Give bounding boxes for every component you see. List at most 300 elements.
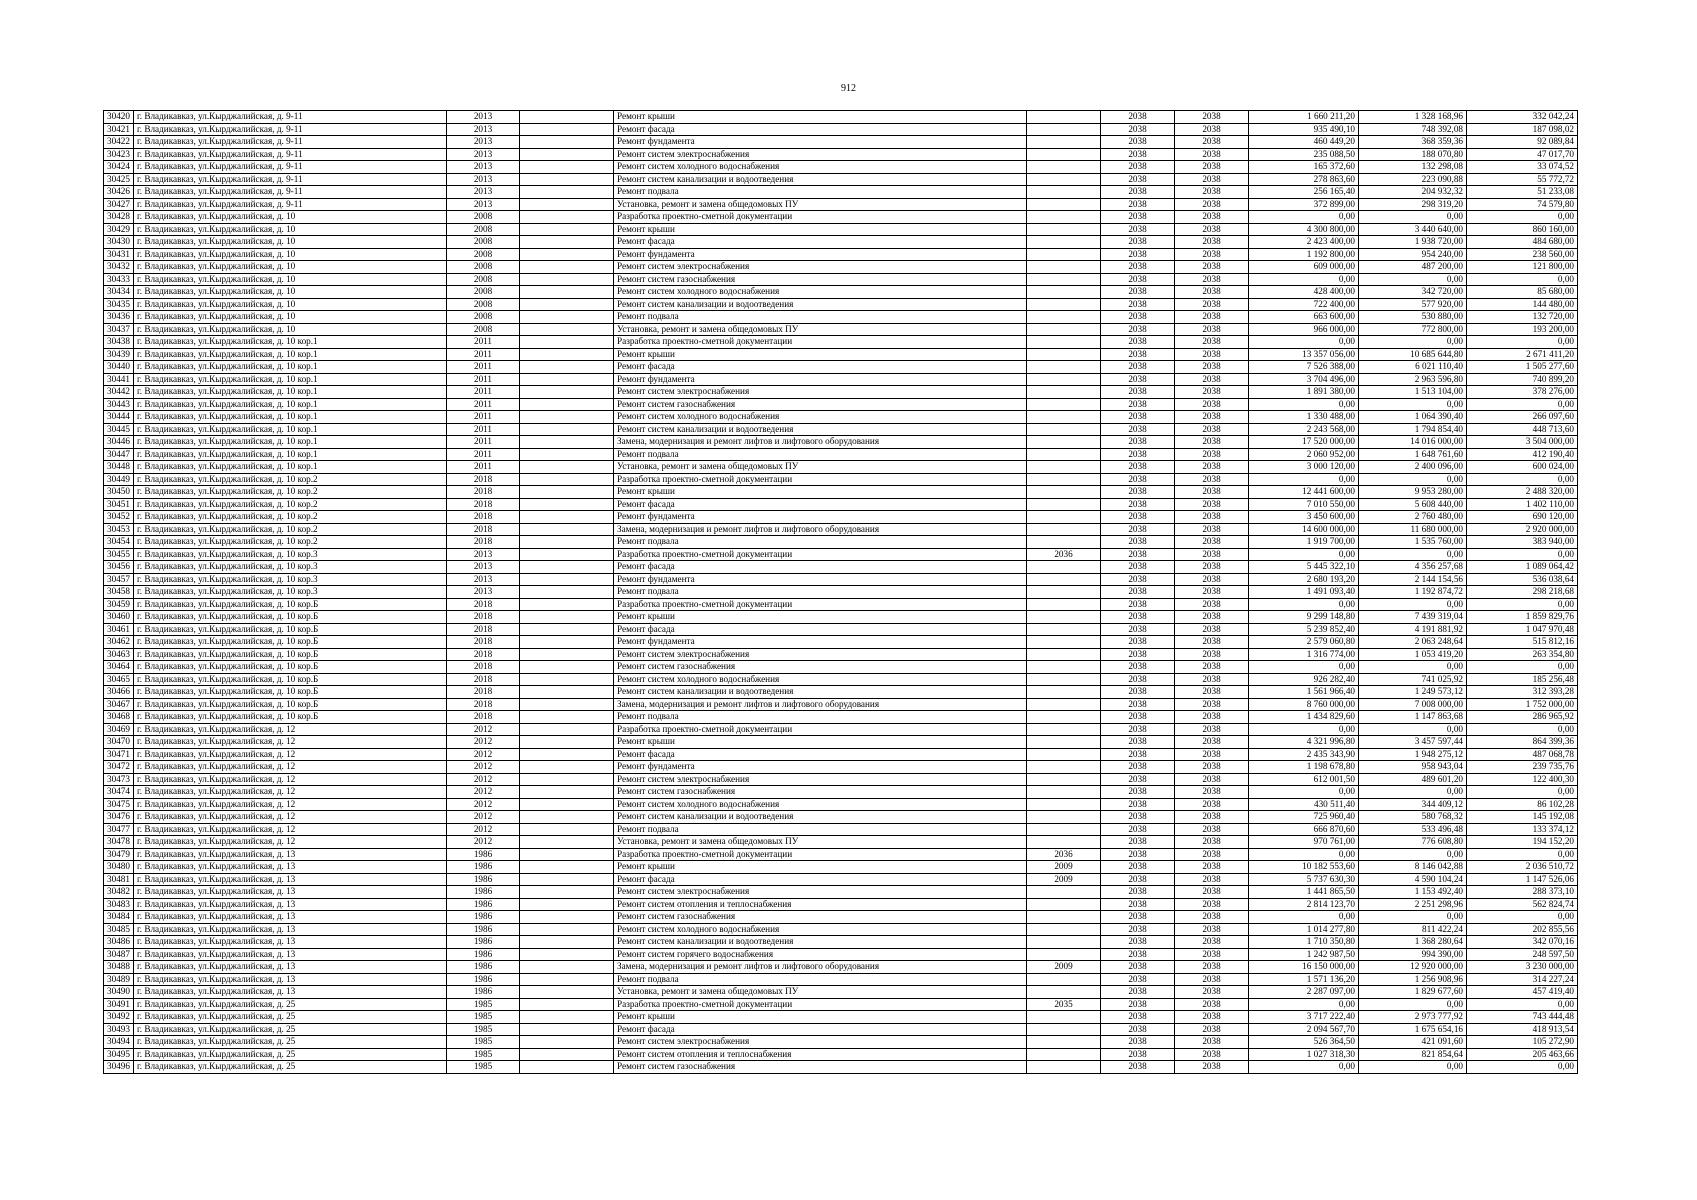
built-year-cell: 2018 xyxy=(447,636,520,649)
owner-cost-cell: 1 402 110,00 xyxy=(1467,498,1578,511)
row-id-cell: 30445 xyxy=(104,423,134,436)
fund-cost-cell: 3 457 597,44 xyxy=(1359,736,1467,749)
plan-start-year-cell: 2038 xyxy=(1101,136,1175,149)
table-row xyxy=(104,473,1578,486)
work-type-cell: Разработка проектно-сметной документации xyxy=(614,336,1027,349)
plan-start-year-cell: 2038 xyxy=(1101,423,1175,436)
table-row xyxy=(104,836,1578,849)
owner-cost-cell: 2 671 411,20 xyxy=(1467,348,1578,361)
total-cost-cell: 0,00 xyxy=(1249,661,1359,674)
row-id-cell: 30483 xyxy=(104,898,134,911)
plan-start-year-cell: 2038 xyxy=(1101,586,1175,599)
plan-end-year-cell: 2038 xyxy=(1175,361,1249,374)
blank-cell xyxy=(520,848,614,861)
address-cell: г. Владикавказ, ул.Кырджалийская, д. 10 кор.1 xyxy=(134,461,447,474)
row-id-cell: 30465 xyxy=(104,673,134,686)
plan-end-year-cell: 2038 xyxy=(1175,236,1249,249)
fund-cost-cell: 6 021 110,40 xyxy=(1359,361,1467,374)
owner-cost-cell: 412 190,40 xyxy=(1467,448,1578,461)
blank-cell xyxy=(520,761,614,774)
built-year-cell: 2018 xyxy=(447,498,520,511)
row-id-cell: 30477 xyxy=(104,823,134,836)
address-cell: г. Владикавказ, ул.Кырджалийская, д. 10 кор.Б xyxy=(134,611,447,624)
blank-cell xyxy=(520,161,614,174)
last-repair-year-cell xyxy=(1027,398,1101,411)
plan-start-year-cell: 2038 xyxy=(1101,786,1175,799)
plan-start-year-cell: 2038 xyxy=(1101,961,1175,974)
work-type-cell: Ремонт систем горячего водоснабжения xyxy=(614,948,1027,961)
address-cell: г. Владикавказ, ул.Кырджалийская, д. 13 xyxy=(134,848,447,861)
owner-cost-cell: 332 042,24 xyxy=(1467,111,1578,124)
row-id-cell: 30421 xyxy=(104,123,134,136)
total-cost-cell: 1 660 211,20 xyxy=(1249,111,1359,124)
owner-cost-cell: 690 120,00 xyxy=(1467,511,1578,524)
owner-cost-cell: 86 102,28 xyxy=(1467,798,1578,811)
plan-start-year-cell: 2038 xyxy=(1101,173,1175,186)
row-id-cell: 30439 xyxy=(104,348,134,361)
owner-cost-cell: 1 859 829,76 xyxy=(1467,611,1578,624)
fund-cost-cell: 298 319,20 xyxy=(1359,198,1467,211)
plan-start-year-cell: 2038 xyxy=(1101,973,1175,986)
owner-cost-cell: 0,00 xyxy=(1467,911,1578,924)
plan-start-year-cell: 2038 xyxy=(1101,448,1175,461)
address-cell: г. Владикавказ, ул.Кырджалийская, д. 10 кор.Б xyxy=(134,636,447,649)
total-cost-cell: 2 680 193,20 xyxy=(1249,573,1359,586)
last-repair-year-cell xyxy=(1027,186,1101,199)
fund-cost-cell: 1 053 419,20 xyxy=(1359,648,1467,661)
last-repair-year-cell xyxy=(1027,986,1101,999)
work-type-cell: Ремонт систем канализации и водоотведения xyxy=(614,173,1027,186)
row-id-cell: 30447 xyxy=(104,448,134,461)
address-cell: г. Владикавказ, ул.Кырджалийская, д. 9-11 xyxy=(134,123,447,136)
fund-cost-cell: 1 368 280,64 xyxy=(1359,936,1467,949)
work-type-cell: Ремонт систем отопления и теплоснабжения xyxy=(614,1048,1027,1061)
address-cell: г. Владикавказ, ул.Кырджалийская, д. 13 xyxy=(134,873,447,886)
address-cell: г. Владикавказ, ул.Кырджалийская, д. 12 xyxy=(134,723,447,736)
work-type-cell: Ремонт крыши xyxy=(614,486,1027,499)
plan-end-year-cell: 2038 xyxy=(1175,298,1249,311)
work-type-cell: Ремонт систем электроснабжения xyxy=(614,1036,1027,1049)
address-cell: г. Владикавказ, ул.Кырджалийская, д. 13 xyxy=(134,948,447,961)
row-id-cell: 30480 xyxy=(104,861,134,874)
table-row xyxy=(104,423,1578,436)
work-type-cell: Ремонт систем электроснабжения xyxy=(614,261,1027,274)
built-year-cell: 2008 xyxy=(447,248,520,261)
table-row xyxy=(104,1023,1578,1036)
address-cell: г. Владикавказ, ул.Кырджалийская, д. 10 кор.3 xyxy=(134,586,447,599)
last-repair-year-cell xyxy=(1027,748,1101,761)
owner-cost-cell: 484 680,00 xyxy=(1467,236,1578,249)
last-repair-year-cell xyxy=(1027,1011,1101,1024)
plan-end-year-cell: 2038 xyxy=(1175,323,1249,336)
last-repair-year-cell: 2009 xyxy=(1027,873,1101,886)
last-repair-year-cell xyxy=(1027,736,1101,749)
last-repair-year-cell xyxy=(1027,111,1101,124)
fund-cost-cell: 0,00 xyxy=(1359,211,1467,224)
plan-end-year-cell: 2038 xyxy=(1175,736,1249,749)
address-cell: г. Владикавказ, ул.Кырджалийская, д. 10 xyxy=(134,236,447,249)
plan-start-year-cell: 2038 xyxy=(1101,511,1175,524)
row-id-cell: 30459 xyxy=(104,598,134,611)
table-row xyxy=(104,511,1578,524)
plan-end-year-cell: 2038 xyxy=(1175,461,1249,474)
total-cost-cell: 8 760 000,00 xyxy=(1249,698,1359,711)
built-year-cell: 2018 xyxy=(447,661,520,674)
table-row xyxy=(104,548,1578,561)
plan-end-year-cell: 2038 xyxy=(1175,911,1249,924)
fund-cost-cell: 1 648 761,60 xyxy=(1359,448,1467,461)
plan-end-year-cell: 2038 xyxy=(1175,473,1249,486)
table-row xyxy=(104,248,1578,261)
address-cell: г. Владикавказ, ул.Кырджалийская, д. 12 xyxy=(134,761,447,774)
fund-cost-cell: 0,00 xyxy=(1359,786,1467,799)
address-cell: г. Владикавказ, ул.Кырджалийская, д. 10 кор.2 xyxy=(134,536,447,549)
table-row xyxy=(104,411,1578,424)
built-year-cell: 2008 xyxy=(447,286,520,299)
plan-end-year-cell: 2038 xyxy=(1175,673,1249,686)
row-id-cell: 30433 xyxy=(104,273,134,286)
built-year-cell: 2011 xyxy=(447,386,520,399)
last-repair-year-cell xyxy=(1027,586,1101,599)
row-id-cell: 30436 xyxy=(104,311,134,324)
built-year-cell: 1986 xyxy=(447,948,520,961)
last-repair-year-cell xyxy=(1027,348,1101,361)
address-cell: г. Владикавказ, ул.Кырджалийская, д. 13 xyxy=(134,923,447,936)
table-row xyxy=(104,173,1578,186)
last-repair-year-cell xyxy=(1027,773,1101,786)
last-repair-year-cell xyxy=(1027,561,1101,574)
blank-cell xyxy=(520,673,614,686)
blank-cell xyxy=(520,323,614,336)
fund-cost-cell: 342 720,00 xyxy=(1359,286,1467,299)
table-row xyxy=(104,348,1578,361)
last-repair-year-cell xyxy=(1027,673,1101,686)
blank-cell xyxy=(520,986,614,999)
blank-cell xyxy=(520,698,614,711)
plan-end-year-cell: 2038 xyxy=(1175,1011,1249,1024)
built-year-cell: 2018 xyxy=(447,536,520,549)
blank-cell xyxy=(520,686,614,699)
owner-cost-cell: 342 070,16 xyxy=(1467,936,1578,949)
built-year-cell: 1986 xyxy=(447,886,520,899)
table-row xyxy=(104,886,1578,899)
last-repair-year-cell xyxy=(1027,723,1101,736)
blank-cell xyxy=(520,211,614,224)
last-repair-year-cell xyxy=(1027,286,1101,299)
fund-cost-cell: 4 590 104,24 xyxy=(1359,873,1467,886)
plan-start-year-cell: 2038 xyxy=(1101,686,1175,699)
table-row xyxy=(104,311,1578,324)
address-cell: г. Владикавказ, ул.Кырджалийская, д. 10 кор.1 xyxy=(134,423,447,436)
total-cost-cell: 2 579 060,80 xyxy=(1249,636,1359,649)
plan-start-year-cell: 2038 xyxy=(1101,336,1175,349)
work-type-cell: Ремонт крыши xyxy=(614,611,1027,624)
last-repair-year-cell xyxy=(1027,573,1101,586)
row-id-cell: 30460 xyxy=(104,611,134,624)
total-cost-cell: 663 600,00 xyxy=(1249,311,1359,324)
work-type-cell: Ремонт фасада xyxy=(614,498,1027,511)
blank-cell xyxy=(520,423,614,436)
work-type-cell: Ремонт крыши xyxy=(614,1011,1027,1024)
work-type-cell: Установка, ремонт и замена общедомовых ПУ xyxy=(614,323,1027,336)
row-id-cell: 30422 xyxy=(104,136,134,149)
plan-end-year-cell: 2038 xyxy=(1175,273,1249,286)
row-id-cell: 30491 xyxy=(104,998,134,1011)
blank-cell xyxy=(520,361,614,374)
total-cost-cell: 3 704 496,00 xyxy=(1249,373,1359,386)
built-year-cell: 2013 xyxy=(447,573,520,586)
owner-cost-cell: 418 913,54 xyxy=(1467,1023,1578,1036)
plan-end-year-cell: 2038 xyxy=(1175,873,1249,886)
blank-cell xyxy=(520,123,614,136)
address-cell: г. Владикавказ, ул.Кырджалийская, д. 13 xyxy=(134,861,447,874)
table-row xyxy=(104,223,1578,236)
fund-cost-cell: 5 608 440,00 xyxy=(1359,498,1467,511)
built-year-cell: 2012 xyxy=(447,736,520,749)
total-cost-cell: 926 282,40 xyxy=(1249,673,1359,686)
fund-cost-cell: 0,00 xyxy=(1359,473,1467,486)
address-cell: г. Владикавказ, ул.Кырджалийская, д. 10 кор.3 xyxy=(134,561,447,574)
row-id-cell: 30495 xyxy=(104,1048,134,1061)
fund-cost-cell: 2 963 596,80 xyxy=(1359,373,1467,386)
last-repair-year-cell xyxy=(1027,148,1101,161)
row-id-cell: 30442 xyxy=(104,386,134,399)
owner-cost-cell: 515 812,16 xyxy=(1467,636,1578,649)
work-type-cell: Ремонт фундамента xyxy=(614,761,1027,774)
row-id-cell: 30462 xyxy=(104,636,134,649)
total-cost-cell: 3 450 600,00 xyxy=(1249,511,1359,524)
total-cost-cell: 0,00 xyxy=(1249,848,1359,861)
built-year-cell: 2011 xyxy=(447,461,520,474)
work-type-cell: Разработка проектно-сметной документации xyxy=(614,548,1027,561)
plan-end-year-cell: 2038 xyxy=(1175,773,1249,786)
built-year-cell: 2013 xyxy=(447,586,520,599)
table-row xyxy=(104,711,1578,724)
last-repair-year-cell xyxy=(1027,623,1101,636)
table-row xyxy=(104,823,1578,836)
row-id-cell: 30492 xyxy=(104,1011,134,1024)
last-repair-year-cell xyxy=(1027,611,1101,624)
plan-start-year-cell: 2038 xyxy=(1101,811,1175,824)
plan-start-year-cell: 2038 xyxy=(1101,111,1175,124)
work-type-cell: Ремонт систем отопления и теплоснабжения xyxy=(614,898,1027,911)
blank-cell xyxy=(520,261,614,274)
plan-start-year-cell: 2038 xyxy=(1101,361,1175,374)
row-id-cell: 30420 xyxy=(104,111,134,124)
last-repair-year-cell xyxy=(1027,923,1101,936)
total-cost-cell: 1 316 774,00 xyxy=(1249,648,1359,661)
owner-cost-cell: 312 393,28 xyxy=(1467,686,1578,699)
plan-end-year-cell: 2038 xyxy=(1175,886,1249,899)
total-cost-cell: 1 014 277,80 xyxy=(1249,923,1359,936)
last-repair-year-cell xyxy=(1027,698,1101,711)
row-id-cell: 30490 xyxy=(104,986,134,999)
plan-end-year-cell: 2038 xyxy=(1175,936,1249,949)
built-year-cell: 2018 xyxy=(447,511,520,524)
plan-start-year-cell: 2038 xyxy=(1101,161,1175,174)
owner-cost-cell: 457 419,40 xyxy=(1467,986,1578,999)
blank-cell xyxy=(520,811,614,824)
fund-cost-cell: 1 794 854,40 xyxy=(1359,423,1467,436)
built-year-cell: 1986 xyxy=(447,923,520,936)
blank-cell xyxy=(520,461,614,474)
total-cost-cell: 1 891 380,00 xyxy=(1249,386,1359,399)
address-cell: г. Владикавказ, ул.Кырджалийская, д. 10 xyxy=(134,273,447,286)
blank-cell xyxy=(520,861,614,874)
fund-cost-cell: 994 390,00 xyxy=(1359,948,1467,961)
last-repair-year-cell xyxy=(1027,361,1101,374)
built-year-cell: 2008 xyxy=(447,223,520,236)
row-id-cell: 30458 xyxy=(104,586,134,599)
owner-cost-cell: 122 400,30 xyxy=(1467,773,1578,786)
address-cell: г. Владикавказ, ул.Кырджалийская, д. 9-11 xyxy=(134,111,447,124)
plan-end-year-cell: 2038 xyxy=(1175,961,1249,974)
work-type-cell: Установка, ремонт и замена общедомовых ПУ xyxy=(614,198,1027,211)
address-cell: г. Владикавказ, ул.Кырджалийская, д. 12 xyxy=(134,836,447,849)
built-year-cell: 2018 xyxy=(447,698,520,711)
built-year-cell: 2013 xyxy=(447,561,520,574)
plan-start-year-cell: 2038 xyxy=(1101,261,1175,274)
fund-cost-cell: 954 240,00 xyxy=(1359,248,1467,261)
owner-cost-cell: 3 504 000,00 xyxy=(1467,436,1578,449)
plan-start-year-cell: 2038 xyxy=(1101,411,1175,424)
owner-cost-cell: 286 965,92 xyxy=(1467,711,1578,724)
work-type-cell: Ремонт подвала xyxy=(614,973,1027,986)
row-id-cell: 30488 xyxy=(104,961,134,974)
plan-start-year-cell: 2038 xyxy=(1101,598,1175,611)
owner-cost-cell: 105 272,90 xyxy=(1467,1036,1578,1049)
table-row xyxy=(104,798,1578,811)
last-repair-year-cell xyxy=(1027,973,1101,986)
plan-end-year-cell: 2038 xyxy=(1175,148,1249,161)
plan-end-year-cell: 2038 xyxy=(1175,386,1249,399)
total-cost-cell: 2 423 400,00 xyxy=(1249,236,1359,249)
plan-end-year-cell: 2038 xyxy=(1175,786,1249,799)
address-cell: г. Владикавказ, ул.Кырджалийская, д. 25 xyxy=(134,1061,447,1074)
work-type-cell: Ремонт систем газоснабжения xyxy=(614,1061,1027,1074)
total-cost-cell: 0,00 xyxy=(1249,273,1359,286)
table-row xyxy=(104,723,1578,736)
row-id-cell: 30431 xyxy=(104,248,134,261)
plan-start-year-cell: 2038 xyxy=(1101,473,1175,486)
work-type-cell: Ремонт подвала xyxy=(614,186,1027,199)
row-id-cell: 30427 xyxy=(104,198,134,211)
work-type-cell: Ремонт фасада xyxy=(614,623,1027,636)
fund-cost-cell: 9 953 280,00 xyxy=(1359,486,1467,499)
owner-cost-cell: 266 097,60 xyxy=(1467,411,1578,424)
total-cost-cell: 4 300 800,00 xyxy=(1249,223,1359,236)
blank-cell xyxy=(520,236,614,249)
work-type-cell: Разработка проектно-сметной документации xyxy=(614,473,1027,486)
row-id-cell: 30441 xyxy=(104,373,134,386)
plan-end-year-cell: 2038 xyxy=(1175,536,1249,549)
fund-cost-cell: 4 356 257,68 xyxy=(1359,561,1467,574)
plan-start-year-cell: 2038 xyxy=(1101,523,1175,536)
plan-start-year-cell: 2038 xyxy=(1101,1036,1175,1049)
owner-cost-cell: 0,00 xyxy=(1467,848,1578,861)
fund-cost-cell: 7 439 319,04 xyxy=(1359,611,1467,624)
last-repair-year-cell xyxy=(1027,936,1101,949)
owner-cost-cell: 0,00 xyxy=(1467,273,1578,286)
total-cost-cell: 430 511,40 xyxy=(1249,798,1359,811)
built-year-cell: 2012 xyxy=(447,823,520,836)
row-id-cell: 30456 xyxy=(104,561,134,574)
plan-end-year-cell: 2038 xyxy=(1175,698,1249,711)
owner-cost-cell: 92 089,84 xyxy=(1467,136,1578,149)
total-cost-cell: 0,00 xyxy=(1249,473,1359,486)
fund-cost-cell: 223 090,88 xyxy=(1359,173,1467,186)
work-type-cell: Ремонт систем электроснабжения xyxy=(614,386,1027,399)
last-repair-year-cell xyxy=(1027,273,1101,286)
blank-cell xyxy=(520,711,614,724)
total-cost-cell: 0,00 xyxy=(1249,398,1359,411)
work-type-cell: Ремонт фасада xyxy=(614,123,1027,136)
last-repair-year-cell xyxy=(1027,198,1101,211)
plan-end-year-cell: 2038 xyxy=(1175,1023,1249,1036)
built-year-cell: 2011 xyxy=(447,436,520,449)
row-id-cell: 30423 xyxy=(104,148,134,161)
table-row xyxy=(104,298,1578,311)
plan-start-year-cell: 2038 xyxy=(1101,148,1175,161)
plan-start-year-cell: 2038 xyxy=(1101,1061,1175,1074)
built-year-cell: 2008 xyxy=(447,261,520,274)
work-type-cell: Замена, модернизация и ремонт лифтов и лифтового оборудования xyxy=(614,436,1027,449)
fund-cost-cell: 1 249 573,12 xyxy=(1359,686,1467,699)
total-cost-cell: 2 435 343,90 xyxy=(1249,748,1359,761)
address-cell: г. Владикавказ, ул.Кырджалийская, д. 10 xyxy=(134,323,447,336)
owner-cost-cell: 3 230 000,00 xyxy=(1467,961,1578,974)
last-repair-year-cell: 2036 xyxy=(1027,548,1101,561)
owner-cost-cell: 145 192,08 xyxy=(1467,811,1578,824)
owner-cost-cell: 0,00 xyxy=(1467,211,1578,224)
blank-cell xyxy=(520,548,614,561)
row-id-cell: 30481 xyxy=(104,873,134,886)
plan-end-year-cell: 2038 xyxy=(1175,636,1249,649)
blank-cell xyxy=(520,786,614,799)
address-cell: г. Владикавказ, ул.Кырджалийская, д. 12 xyxy=(134,786,447,799)
plan-start-year-cell: 2038 xyxy=(1101,386,1175,399)
total-cost-cell: 2 094 567,70 xyxy=(1249,1023,1359,1036)
last-repair-year-cell xyxy=(1027,1023,1101,1036)
work-type-cell: Ремонт фасада xyxy=(614,361,1027,374)
work-type-cell: Разработка проектно-сметной документации xyxy=(614,848,1027,861)
total-cost-cell: 0,00 xyxy=(1249,598,1359,611)
address-cell: г. Владикавказ, ул.Кырджалийская, д. 10 кор.Б xyxy=(134,711,447,724)
fund-cost-cell: 0,00 xyxy=(1359,398,1467,411)
row-id-cell: 30450 xyxy=(104,486,134,499)
owner-cost-cell: 185 256,48 xyxy=(1467,673,1578,686)
plan-start-year-cell: 2038 xyxy=(1101,798,1175,811)
table-row xyxy=(104,623,1578,636)
plan-start-year-cell: 2038 xyxy=(1101,436,1175,449)
fund-cost-cell: 577 920,00 xyxy=(1359,298,1467,311)
blank-cell xyxy=(520,836,614,849)
work-type-cell: Установка, ремонт и замена общедомовых ПУ xyxy=(614,836,1027,849)
fund-cost-cell: 3 440 640,00 xyxy=(1359,223,1467,236)
page-number: 912 xyxy=(841,83,856,94)
table-row xyxy=(104,973,1578,986)
address-cell: г. Владикавказ, ул.Кырджалийская, д. 9-11 xyxy=(134,136,447,149)
table-row xyxy=(104,786,1578,799)
total-cost-cell: 5 445 322,10 xyxy=(1249,561,1359,574)
owner-cost-cell: 448 713,60 xyxy=(1467,423,1578,436)
plan-end-year-cell: 2038 xyxy=(1175,661,1249,674)
last-repair-year-cell xyxy=(1027,898,1101,911)
plan-end-year-cell: 2038 xyxy=(1175,723,1249,736)
work-type-cell: Установка, ремонт и замена общедомовых ПУ xyxy=(614,986,1027,999)
fund-cost-cell: 344 409,12 xyxy=(1359,798,1467,811)
address-cell: г. Владикавказ, ул.Кырджалийская, д. 9-11 xyxy=(134,173,447,186)
